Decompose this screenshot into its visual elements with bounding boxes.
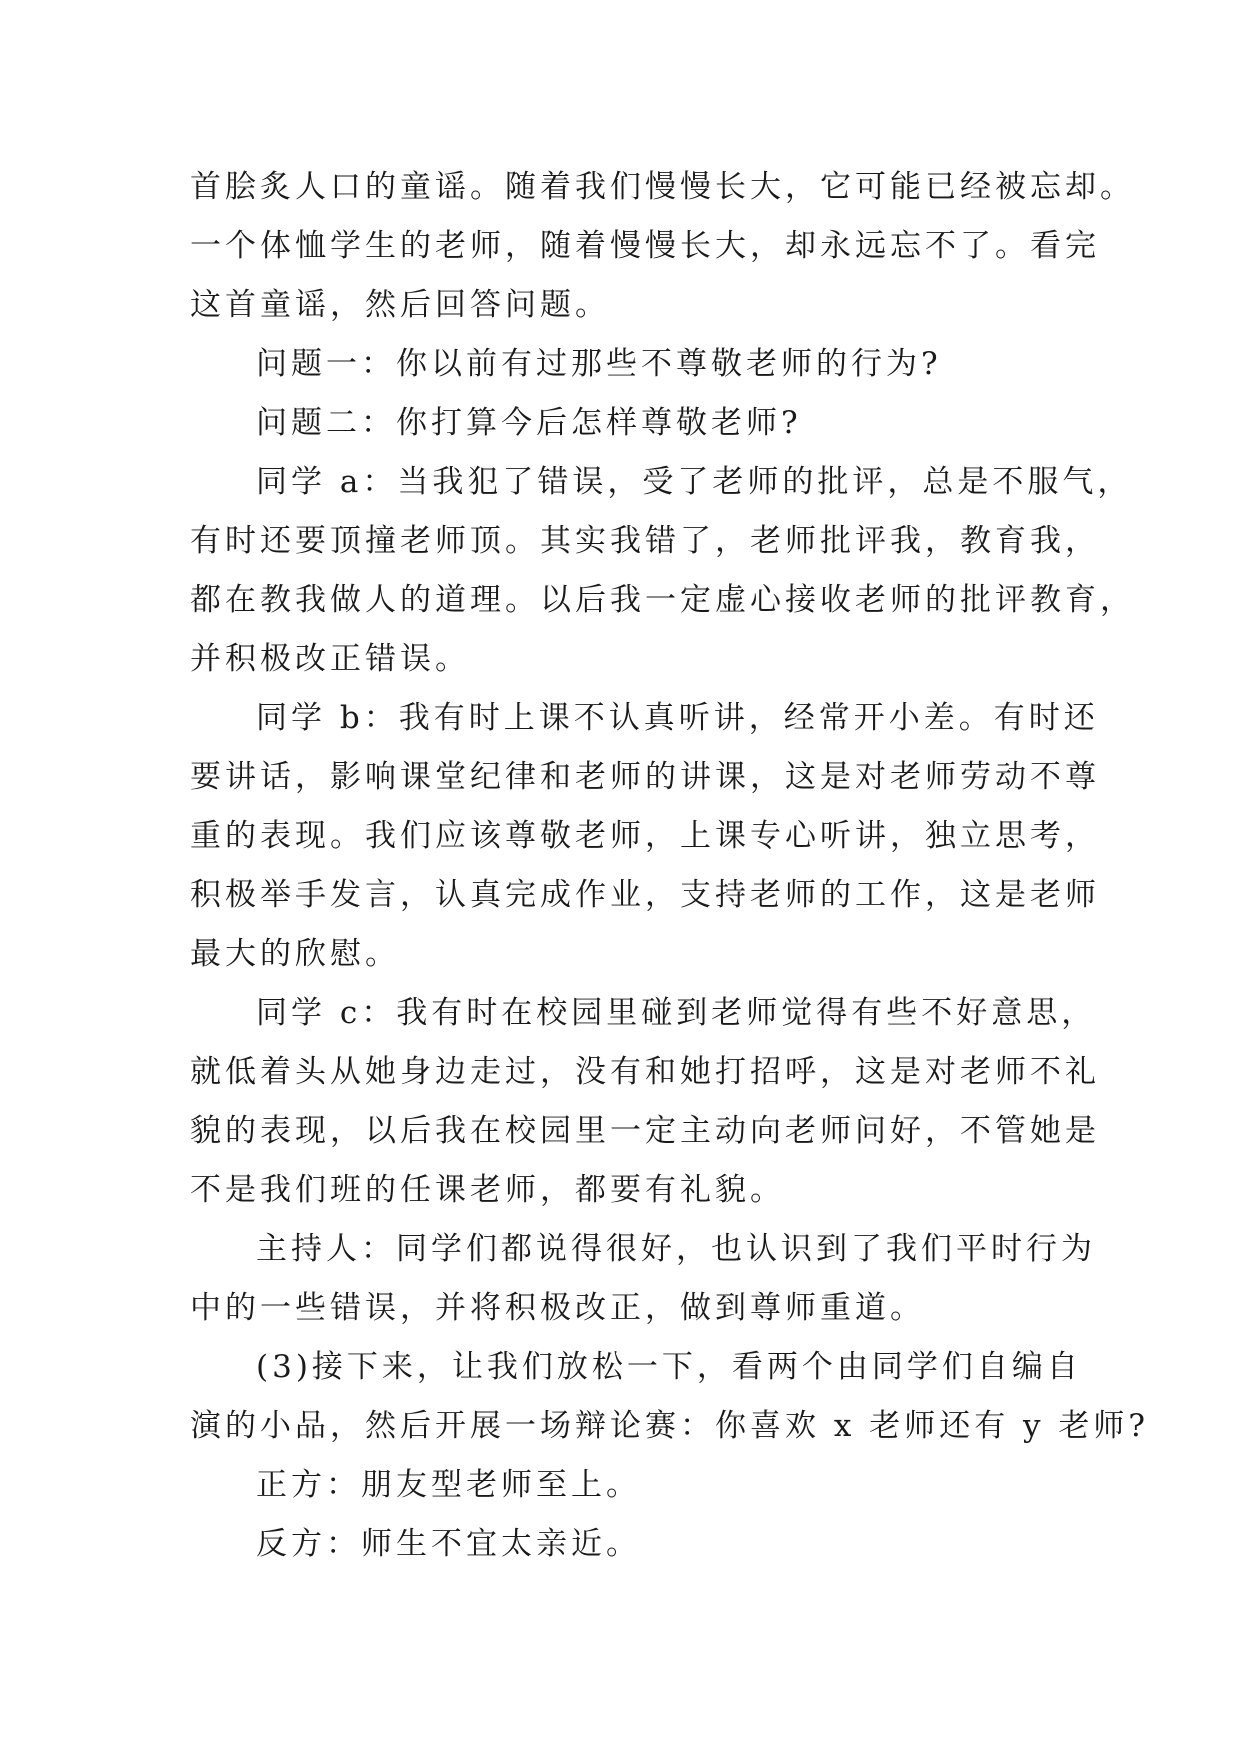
text-line: 最大的欣慰。 [190, 936, 400, 972]
section-three-start: (3)接下来，让我们放松一下，看两个由同学们自编自 [256, 1349, 1082, 1385]
text-line: 有时还要顶撞老师顶。其实我错了，老师批评我，教育我， [190, 523, 1100, 559]
text-line: 这首童谣，然后回答问题。 [190, 287, 610, 323]
text-line: 首脍炙人口的童谣。随着我们慢慢长大，它可能已经被忘却。 [190, 169, 1135, 205]
debate-negative: 反方：师生不宜太亲近。 [256, 1526, 641, 1562]
student-b-paragraph-start: 同学 b：我有时上课不认真听讲，经常开小差。有时还 [256, 700, 1099, 736]
question-one: 问题一：你以前有过那些不尊敬老师的行为? [256, 346, 942, 382]
question-two: 问题二：你打算今后怎样尊敬老师? [256, 405, 802, 441]
text-line: 貌的表现，以后我在校园里一定主动向老师问好，不管她是 [190, 1113, 1100, 1149]
debate-affirmative: 正方：朋友型老师至上。 [256, 1467, 641, 1503]
text-line: 不是我们班的任课老师，都要有礼貌。 [190, 1172, 785, 1208]
text-line: 都在教我做人的道理。以后我一定虚心接收老师的批评教育， [190, 582, 1135, 618]
text-line: 并积极改正错误。 [190, 641, 470, 677]
text-line: 重的表现。我们应该尊敬老师，上课专心听讲，独立思考， [190, 818, 1100, 854]
text-line: 积极举手发言，认真完成作业，支持老师的工作，这是老师 [190, 877, 1100, 913]
text-line: 要讲话，影响课堂纪律和老师的讲课，这是对老师劳动不尊 [190, 759, 1100, 795]
student-a-paragraph-start: 同学 a：当我犯了错误，受了老师的批评，总是不服气， [256, 464, 1133, 500]
host-paragraph-start: 主持人：同学们都说得很好，也认识到了我们平时行为 [256, 1231, 1096, 1267]
document-body [190, 158, 1150, 1574]
text-line: 一个体恤学生的老师，随着慢慢长大，却永远忘不了。看完 [190, 228, 1100, 264]
text-line: 就低着头从她身边走过，没有和她打招呼，这是对老师不礼 [190, 1054, 1100, 1090]
text-line: 演的小品，然后开展一场辩论赛：你喜欢 x 老师还有 y 老师? [190, 1408, 1150, 1444]
student-c-paragraph-start: 同学 c：我有时在校园里碰到老师觉得有些不好意思， [256, 995, 1097, 1031]
text-line: 中的一些错误，并将积极改正，做到尊师重道。 [190, 1290, 925, 1326]
